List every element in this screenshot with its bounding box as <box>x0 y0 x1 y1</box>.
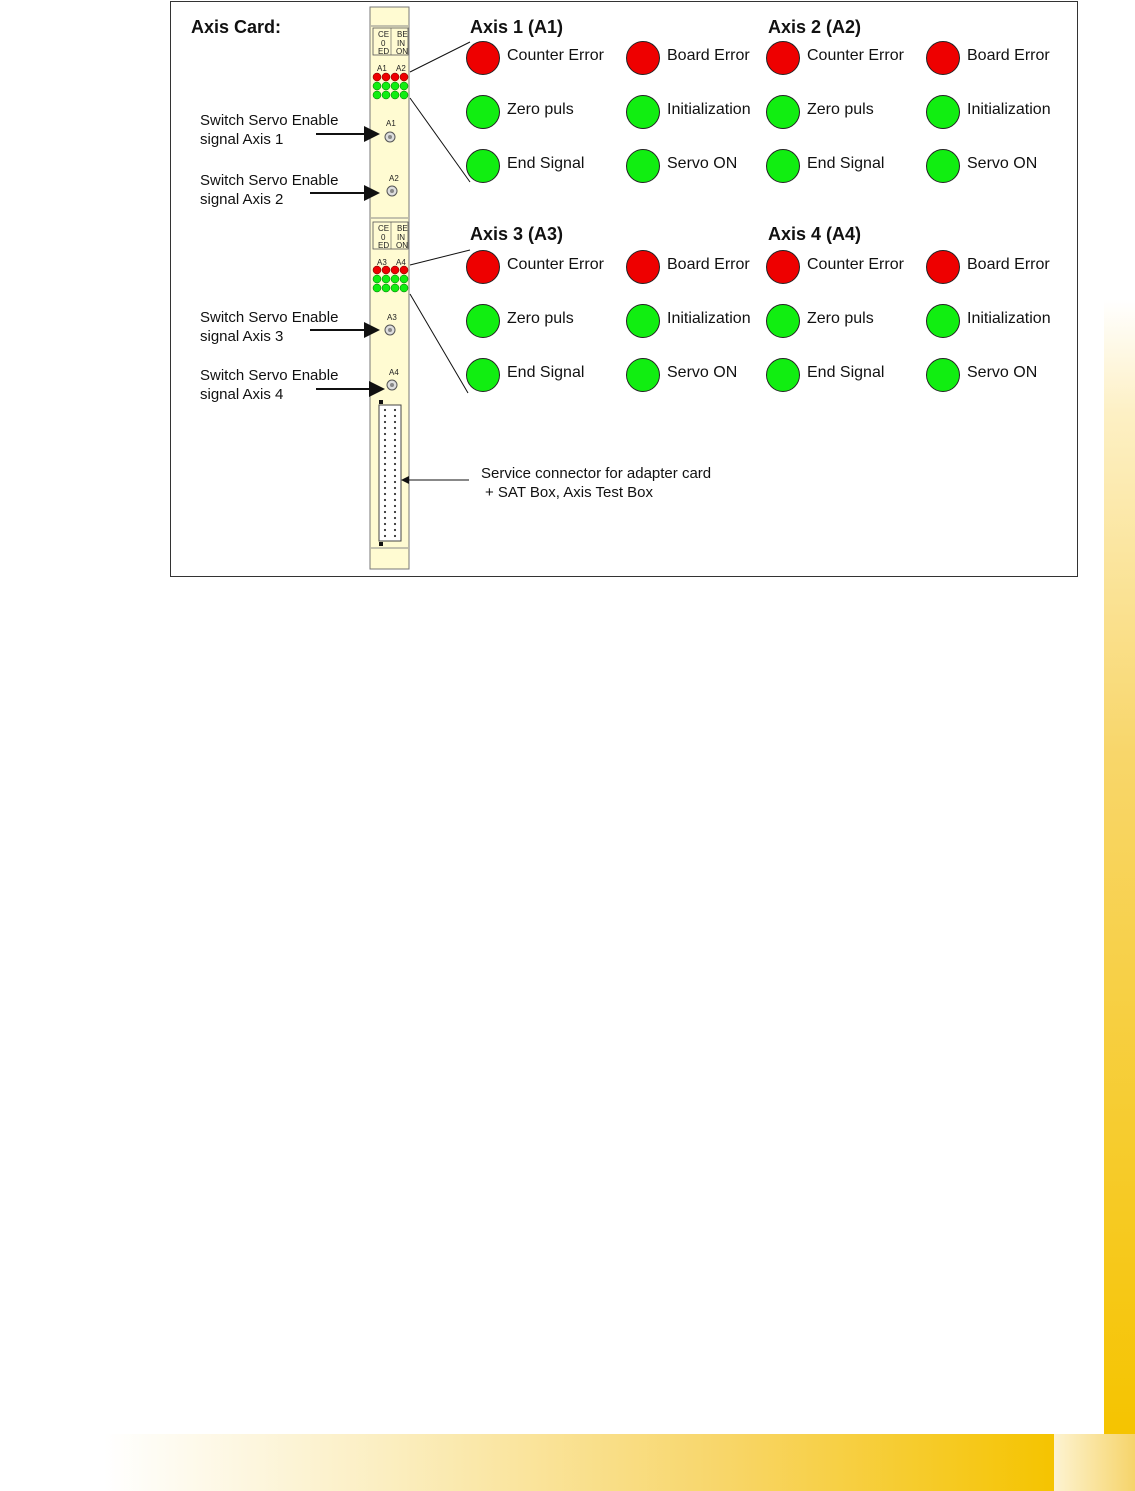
led-green-indicator <box>766 304 800 338</box>
card-label-on-bottom: ON <box>396 241 408 250</box>
led-green-indicator <box>926 149 960 183</box>
led-green-indicator <box>926 95 960 129</box>
led-label: Counter Error <box>807 47 904 64</box>
axis-1-title: Axis 1 (A1) <box>470 17 564 37</box>
card-label-a4-bottom: A4 <box>396 258 406 267</box>
corner-decor <box>1054 1434 1135 1491</box>
led-label: Board Error <box>667 47 750 64</box>
service-label-line1: Service connector for adapter card <box>481 465 712 482</box>
switch-label-line2: signal Axis 4 <box>200 386 284 403</box>
led-label: Servo ON <box>967 155 1038 172</box>
led-label: Servo ON <box>667 155 738 172</box>
service-label-line2: + SAT Box, Axis Test Box <box>485 484 653 501</box>
led-red-indicator <box>466 41 500 75</box>
led-green-indicator <box>466 149 500 183</box>
led-green-indicator <box>766 95 800 129</box>
switch-label-line1: Switch Servo Enable <box>200 367 339 384</box>
card-label-a1-top: A1 <box>377 64 387 73</box>
led-red-indicator <box>766 250 800 284</box>
led-red-indicator <box>626 250 660 284</box>
led-label: Board Error <box>967 256 1050 273</box>
led-red-indicator <box>466 250 500 284</box>
switch-label-line1: Switch Servo Enable <box>200 309 339 326</box>
led-label: Initialization <box>667 310 751 327</box>
card-label-zero-bottom: 0 <box>381 233 386 242</box>
led-label: End Signal <box>807 155 885 172</box>
card-label-be-top: BE <box>397 30 408 39</box>
led-label: End Signal <box>507 364 585 381</box>
switch-tag-a4: A4 <box>389 368 399 377</box>
led-green-indicator <box>626 149 660 183</box>
switch-label-axis-1 <box>200 111 338 149</box>
card-label-in-bottom: IN <box>397 233 405 242</box>
card-label-ed-bottom: ED <box>378 241 390 250</box>
led-green-indicator <box>926 358 960 392</box>
switch-label-line2: signal Axis 1 <box>200 131 284 148</box>
led-green-indicator <box>626 95 660 129</box>
figure-title: Axis Card: <box>191 17 282 37</box>
led-label: Zero puls <box>507 101 574 118</box>
led-label: End Signal <box>807 364 885 381</box>
led-label: Initialization <box>967 101 1051 118</box>
led-label: Counter Error <box>507 47 604 64</box>
led-green-indicator <box>626 304 660 338</box>
led-label: Zero puls <box>807 310 874 327</box>
service-connector-label <box>481 464 711 502</box>
switch-label-axis-4 <box>200 366 338 404</box>
switch-label-line2: signal Axis 3 <box>200 328 284 345</box>
switch-tag-a3: A3 <box>387 313 397 322</box>
led-label: Zero puls <box>507 310 574 327</box>
card-label-on-top: ON <box>396 47 408 56</box>
led-green-indicator <box>466 358 500 392</box>
led-label: Servo ON <box>967 364 1038 381</box>
led-green-indicator <box>466 304 500 338</box>
led-label: Board Error <box>667 256 750 273</box>
led-label: End Signal <box>507 155 585 172</box>
led-label: Counter Error <box>507 256 604 273</box>
axis-4-title: Axis 4 (A4) <box>768 224 862 244</box>
switch-label-axis-2 <box>200 171 338 209</box>
switch-label-line2: signal Axis 2 <box>200 191 284 208</box>
axis-2-title: Axis 2 (A2) <box>768 17 862 37</box>
switch-tag-a1: A1 <box>386 119 396 128</box>
card-label-zero-top: 0 <box>381 39 386 48</box>
led-label: Initialization <box>967 310 1051 327</box>
led-green-indicator <box>626 358 660 392</box>
led-red-indicator <box>926 250 960 284</box>
led-label: Board Error <box>967 47 1050 64</box>
switch-tag-a2: A2 <box>389 174 399 183</box>
switch-label-line1: Switch Servo Enable <box>200 112 339 129</box>
switch-label-line1: Switch Servo Enable <box>200 172 339 189</box>
card-label-be-bottom: BE <box>397 224 408 233</box>
axis-3-title: Axis 3 (A3) <box>470 224 564 244</box>
led-red-indicator <box>766 41 800 75</box>
led-label: Zero puls <box>807 101 874 118</box>
led-label: Initialization <box>667 101 751 118</box>
card-label-ed-top: ED <box>378 47 390 56</box>
led-green-indicator <box>926 304 960 338</box>
led-green-indicator <box>766 149 800 183</box>
led-red-indicator <box>626 41 660 75</box>
card-label-ce-top: CE <box>378 30 390 39</box>
axis-card-drawing <box>0 0 1135 600</box>
led-label: Servo ON <box>667 364 738 381</box>
card-label-a3-bottom: A3 <box>377 258 387 267</box>
card-label-a2-top: A2 <box>396 64 406 73</box>
led-label: Counter Error <box>807 256 904 273</box>
led-green-indicator <box>466 95 500 129</box>
switch-label-axis-3 <box>200 308 338 346</box>
card-label-in-top: IN <box>397 39 405 48</box>
card-label-ce-bottom: CE <box>378 224 390 233</box>
led-red-indicator <box>926 41 960 75</box>
led-green-indicator <box>766 358 800 392</box>
bottom-decor-bar <box>104 1434 1054 1491</box>
